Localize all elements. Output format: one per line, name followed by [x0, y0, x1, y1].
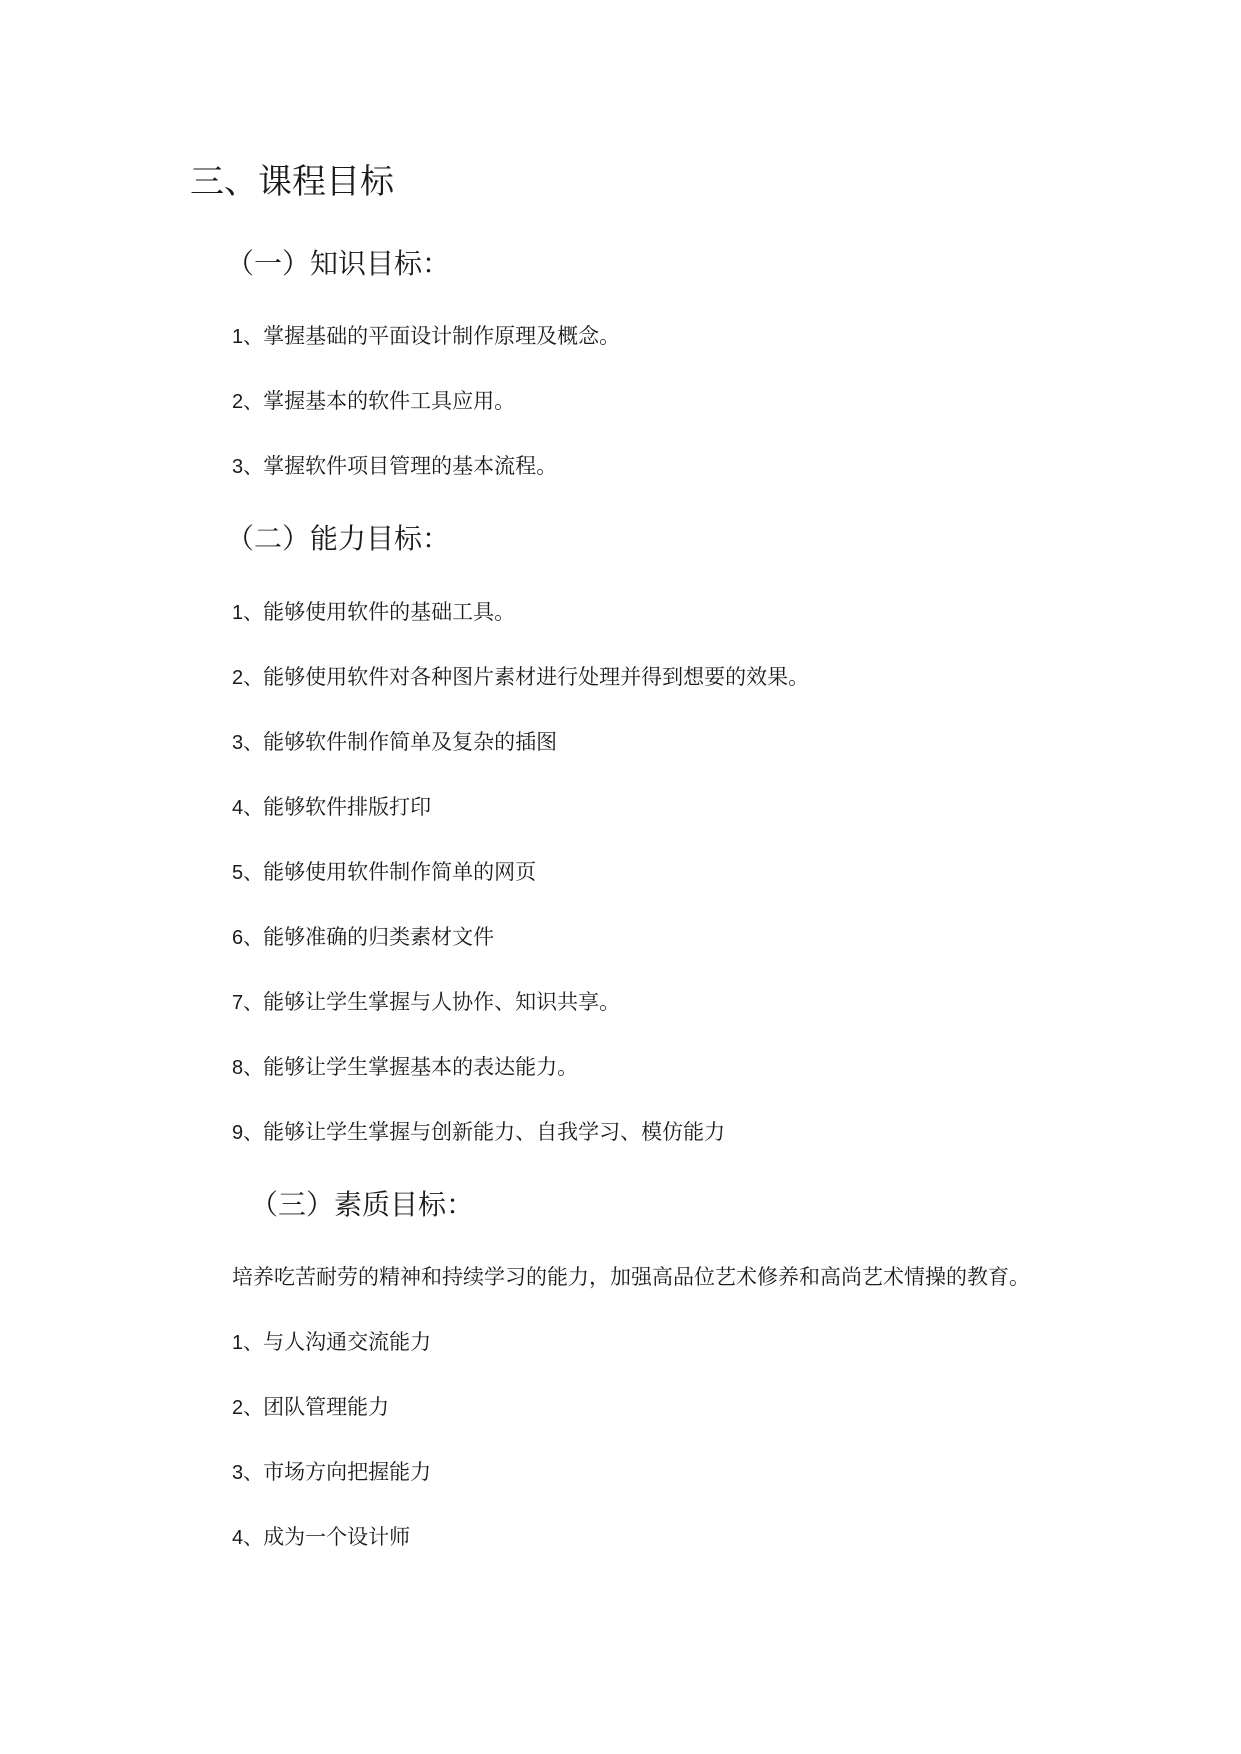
section-intro-paragraph: 培养吃苦耐劳的精神和持续学习的能力，加强高品位艺术修养和高尚艺术情操的教育。: [232, 1265, 1030, 1289]
list-item-text: 掌握软件项目管理的基本流程。: [263, 454, 558, 478]
list-item-number: 2、: [232, 391, 264, 413]
list-item: [232, 922, 494, 953]
list-item: [232, 1117, 725, 1148]
list-item-text: 能够让学生掌握与人协作、知识共享。: [263, 990, 621, 1014]
section-heading-knowledge: （一）知识目标：: [226, 247, 451, 280]
list-item-number: 5、: [232, 862, 264, 884]
list-item-number: 2、: [232, 1397, 264, 1419]
section-heading-quality: （三）素质目标：: [250, 1188, 475, 1221]
list-item-number: 3、: [232, 732, 264, 754]
list-item: [232, 1522, 410, 1553]
list-item-number: 3、: [232, 456, 264, 478]
list-item-number: 3、: [232, 1462, 264, 1484]
list-item: [232, 1392, 389, 1423]
list-item-text: 能够软件制作简单及复杂的插图: [263, 730, 558, 754]
list-item: [232, 321, 620, 352]
list-item: [232, 597, 515, 628]
list-item-number: 8、: [232, 1057, 264, 1079]
list-item: [232, 857, 536, 888]
list-item-number: 7、: [232, 992, 264, 1014]
list-item: [232, 1052, 578, 1083]
list-item: [232, 792, 431, 823]
list-item: [232, 1457, 431, 1488]
list-item-text: 团队管理能力: [263, 1395, 390, 1419]
list-item-number: 1、: [232, 1332, 264, 1354]
list-item-text: 市场方向把握能力: [263, 1460, 432, 1484]
list-item-text: 能够准确的归类素材文件: [263, 925, 495, 949]
section-heading-ability: （二）能力目标：: [226, 522, 451, 555]
list-item-text: 能够使用软件制作简单的网页: [263, 860, 537, 884]
list-item: [232, 386, 515, 417]
list-item: [232, 1327, 431, 1358]
list-item-text: 成为一个设计师: [263, 1525, 411, 1549]
list-item-number: 4、: [232, 797, 264, 819]
list-item: [232, 987, 620, 1018]
list-item-text: 与人沟通交流能力: [263, 1330, 432, 1354]
list-item-text: 能够让学生掌握基本的表达能力。: [263, 1055, 579, 1079]
list-item-number: 9、: [232, 1122, 264, 1144]
list-item-text: 掌握基础的平面设计制作原理及概念。: [263, 324, 621, 348]
list-item-number: 1、: [232, 326, 264, 348]
list-item-number: 4、: [232, 1527, 264, 1549]
list-item-number: 6、: [232, 927, 264, 949]
list-item: [232, 662, 809, 693]
list-item-text: 能够软件排版打印: [263, 795, 432, 819]
list-item-number: 1、: [232, 602, 264, 624]
page-title: 三、课程目标: [190, 162, 394, 202]
list-item-number: 2、: [232, 667, 264, 689]
list-item-text: 能够使用软件对各种图片素材进行处理并得到想要的效果。: [263, 665, 810, 689]
list-item-text: 掌握基本的软件工具应用。: [263, 389, 516, 413]
list-item-text: 能够使用软件的基础工具。: [263, 600, 516, 624]
list-item: [232, 451, 557, 482]
list-item: [232, 727, 557, 758]
list-item-text: 能够让学生掌握与创新能力、自我学习、模仿能力: [263, 1120, 726, 1144]
